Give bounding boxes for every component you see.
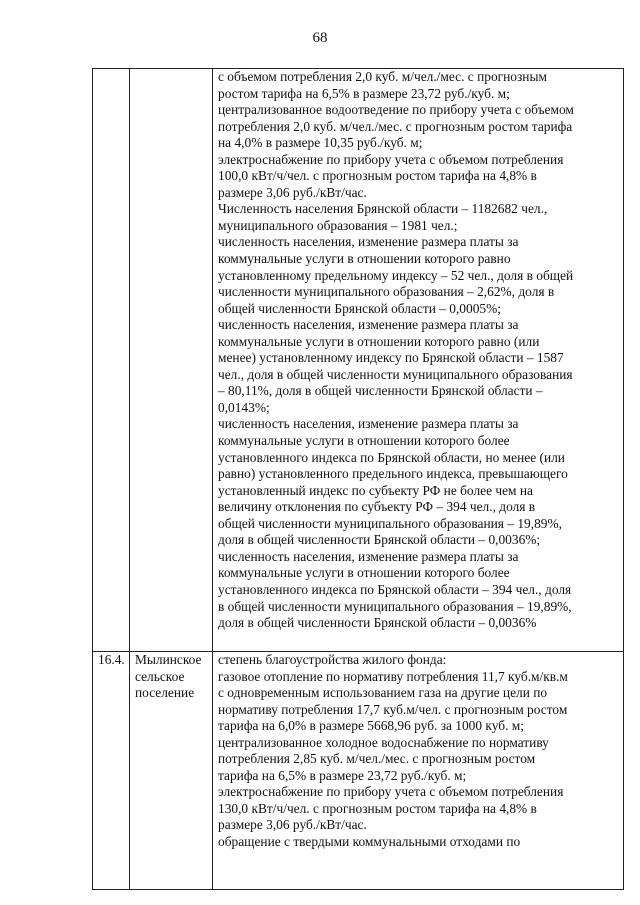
description-line: в общей численности муниципального образования – 19,89%, [218,598,572,614]
settlement-name-line: поселение [135,685,195,701]
description-line: величину отклонения по субъекту РФ – 394 чел., доля в [218,499,536,515]
description-line: нормативу потребления 17,7 куб.м/чел. с прогнозным ростом [218,701,568,717]
description-line: тарифа на 6,0% в размере 5668,96 руб. за 1000 куб. м; [218,718,524,734]
description-line: равно) установленного предельного индекса, превышающего [218,466,568,482]
row-number-cell: 16.4. [93,652,130,890]
description-line: потребления 2,0 куб. м/чел./мес. с прогнозным ростом тарифа [218,118,573,134]
description-line: коммунальные услуги в отношении которого более [218,433,510,449]
description-line: доля в общей численности Брянской области – 0,0036% [218,615,537,631]
description-line: 130,0 кВт/ч/чел. с прогнозным ростом тарифа на 4,8% в [218,800,537,816]
page-number: 68 [312,30,328,46]
description-line: коммунальные услуги в отношении которого равно (или [218,333,540,349]
description-line: численность населения, изменение размера платы за [218,317,519,333]
description-line: с одновременным использованием газа на другие цели по [218,685,548,701]
settlement-name-cell [130,69,213,652]
description-line: – 80,11%, доля в общей численности Брянской области – [218,383,543,399]
settlement-name-line: сельское [135,668,185,684]
description-line: установленного индекса по Брянской области, но менее (или [218,449,565,465]
description-line: численность населения, изменение размера платы за [218,548,519,564]
description-cell [213,69,624,652]
settlement-name-line: Мылинское [135,652,202,667]
description-line: коммунальные услуги в отношении которого равно [218,251,511,267]
description-line: Численность населения Брянской области – 1182682 чел., [218,201,548,217]
description-line: численность населения, изменение размера платы за [218,416,519,432]
description-line: электроснабжение по прибору учета с объемом потребления [218,784,564,800]
description-line: установленного индекса по Брянской области – 394 чел., доля [218,581,572,597]
description-line: ростом тарифа на 6,5% в размере 23,72 руб./куб. м; [218,85,510,101]
description-line: менее) установленному индексу по Брянской области – 1587 [218,350,564,366]
table-row [93,69,624,652]
description-line: общей численности Брянской области – 0,0005%; [218,300,501,316]
description-line: чел., доля в общей численности муниципального образования [218,366,573,382]
description-line: 100,0 кВт/ч/чел. с прогнозным ростом тарифа на 4,8% в [218,168,537,184]
description-line: централизованное холодное водоснабжение по нормативу [218,734,549,750]
description-line: 0,0143%; [218,399,270,415]
description-line: численность населения, изменение размера платы за [218,234,519,250]
description-line: размере 3,06 руб./кВт/час. [218,184,367,200]
description-line: общей численности муниципального образования – 19,89%, [218,515,562,531]
description-line: доля в общей численности Брянской области – 0,0036%; [218,532,541,548]
description-line: на 4,0% в размере 10,35 руб./куб. м; [218,135,423,151]
description-line: тарифа на 6,5% в размере 23,72 руб./куб. м; [218,767,467,783]
description-line: газовое отопление по нормативу потребления 11,7 куб.м/кв.м [218,668,568,684]
description-line: муниципального образования – 1981 чел.; [218,217,458,233]
description-line: численности муниципального образования – 2,62%, доля в [218,284,555,300]
description-line: с объемом потребления 2,0 куб. м/чел./мес. с прогнозным [218,69,547,84]
description-cell [213,652,624,890]
description-line: электроснабжение по прибору учета с объемом потребления [218,151,564,167]
settlement-name-cell [130,652,213,890]
description-line: установленный индекс по субъекту РФ не более чем на [218,482,533,498]
description-line: степень благоустройства жилого фонда: [218,652,447,667]
tariff-table [92,68,624,890]
description-line: потребления 2,85 куб. м/чел./мес. с прогнозным ростом [218,751,536,767]
description-line: размере 3,06 руб./кВт/час. [218,817,367,833]
description-line: централизованное водоотведение по прибору учета с объемом [218,102,574,118]
description-line: коммунальные услуги в отношении которого более [218,565,510,581]
description-line: установленному предельному индексу – 52 чел., доля в общей [218,267,574,283]
description-line: обращение с твердыми коммунальными отходами по [218,834,521,850]
row-number-cell [93,69,130,652]
table-row [93,652,624,890]
